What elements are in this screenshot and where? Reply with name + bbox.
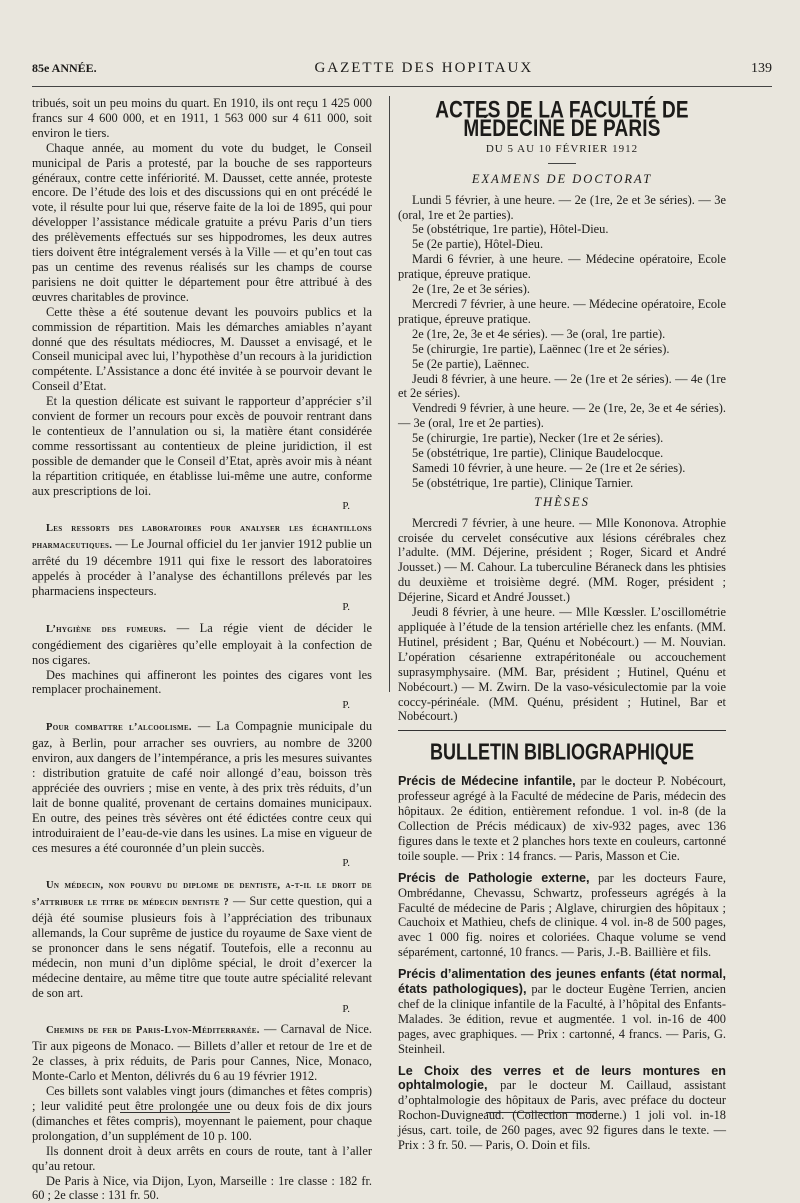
signature: P. [342, 699, 350, 712]
left-column [32, 96, 372, 1203]
signature: P. [342, 857, 350, 870]
exam-entry: Lundi 5 février, à une heure. — 2e (1re, 2e et 3e séries). — 3e (oral, 1re et 2e parties). [398, 192, 726, 222]
paragraph: De Paris à Nice, via Dijon, Lyon, Marseille : 1re classe : 182 fr. 60 ; 2e classe : 131 fr. 50. [32, 1173, 372, 1203]
exam-entry: Mardi 6 février, à une heure. — Médecine opératoire, Ecole pratique, épreuve pratique. [398, 252, 726, 282]
item-heading: Un médecin, non pourvu du diplome de dentiste, a-t-il le droit de s’attribuer le titre de médecin dentiste ? [32, 880, 372, 909]
exam-entry: 5e (2e partie), Hôtel-Dieu. [412, 237, 544, 252]
examens-heading: EXAMENS DE DOCTORAT [471, 171, 653, 186]
paragraph: Chaque année, au moment du vote du budget, le Conseil municipal de Paris a protesté, par la bouche de ses rapporteurs généraux, contre cette infériorité. M. Dausset, cette année, proteste encore. De l’étude des lois et des discussions qui en ont précédé le vote, il résulte pour lui que, réserve faite de la loi de 1895, qui pour développer l’assistance médicale gratuite a prévu Paris d’un tiers des prélèvements effectués sur ses hippodromes, les deux autres tiers doivent être intégralement versés à la Ville — et qu’en tout cas pas un centime des revenus réalisés sur les champs de course parisiens ne doit quitter le département pour être attribué à des œuvres charitables de province. [32, 140, 372, 304]
item-body: — Carnaval de Nice. Tir aux pigeons de Monaco. — Billets d’aller et retour de 1re et de 2e classes, à prix réduits, de Paris pour Cannes, Nice, Monaco, Monte-Carlo et Menton, délivrés du 6 au 19 février 1912. [32, 1022, 372, 1084]
item-body: — Le Journal officiel du 1er janvier 1912 publie un arrêté du 19 décembre 1911 qui fixe le ressort des laboratoires appelés à procéder à l’analyse des échantillons prélevés par les pharmaciens inspecteurs. [32, 537, 372, 598]
item-body: — La régie vient de décider le congédiement des cigarières qu’elle employait à la confection de nos cigares. [32, 620, 372, 667]
item-heading: Les ressorts des laboratoires pour analyser les échantillons pharmaceutiques. [32, 523, 372, 552]
paragraph: Des machines qui affineront les pointes des cigares vont les remplacer prochainement. [32, 667, 372, 697]
section-title-faculte: ACTES DE LA FACULTÉ DE MÉDECINE DE PARIS [435, 97, 689, 143]
news-item [32, 621, 372, 713]
section-rule [398, 730, 726, 731]
signature: P. [342, 500, 350, 513]
bibliography-entry [398, 1064, 726, 1153]
bibliography-entry [398, 774, 726, 863]
exam-entry: 5e (obstétrique, 1re partie), Clinique Baudelocque. [412, 446, 664, 461]
book-details: par le docteur Eugène Terrien, ancien chef de la clinique infantile de la Faculté, à l’hôpital des Enfants-Malades. 3e édition, revue et augmentée. 1 vol. in-16 de 400 pages, avec graphiques. — Prix : cartonné, 4 francs. — Paris, G. Steinheil. [398, 982, 726, 1056]
bulletin-title: BULLETIN BIBLIOGRAPHIQUE [430, 739, 694, 766]
exam-entry: 5e (2e partie), Laënnec. [412, 356, 530, 371]
ornament-rule [486, 1112, 596, 1113]
exam-entry: 5e (chirurgie, 1re partie), Necker (1re et 2e séries). [412, 431, 664, 446]
exam-entry: Samedi 10 février, à une heure. — 2e (1re et 2e séries). [412, 460, 686, 475]
book-details: par le docteur P. Nobécourt, professeur agrégé à la Faculté de médecine de Paris, médecin des hôpitaux. 2e édition, entièrement refondue. 1 vol. in-8 (de la Collection de Précis médicaux) de xiv-932 pages, avec 136 figures dans le texte et 2 planches hors texte en couleurs, cartonné toile souple. — Prix : 14 francs. — Paris, Masson et Cie. [398, 774, 726, 863]
exam-entry: 2e (1re, 2e, 3e et 4e séries). — 3e (oral, 1re partie). [412, 326, 666, 341]
thesis-entry: Mercredi 7 février, à une heure. — Mlle Kononova. Atrophie croisée du cervelet consécutive aux lésions cérébrales chez l’adulte. (MM. Déjerine, président ; Roger, Sicard et André Jousset.) — M. Cahour. La tuberculine Béraneck dans les phtisies du deuxième et troisième degré. (MM. Roger, président ; Déjerine, Sicard et André Jousset.) [398, 515, 726, 605]
page-number: 139 [750, 61, 772, 76]
paragraph: Cette thèse a été soutenue devant les pouvoirs publics et la commission de répartition. Mais les démarches amiables n’ayant donné que des résultats médiocres, M. Dausset a envisagé, et le Conseil municipal avec lui, l’hypothèse d’un recours à la juridiction compétente. L’Assistance a donc été invitée à se pourvoir devant le Conseil d’Etat. [32, 304, 372, 394]
item-heading: L’hygiène des fumeurs. [46, 623, 167, 635]
divider [548, 163, 576, 164]
news-item [32, 520, 372, 614]
book-details: par le docteur M. Caillaud, assistant d’ophtalmologie des hôpitaux de Paris, avec préface du docteur Rochon-Duvigneaud. (Collection moderne.) 1 joli vol. in-18 jésus, cart. toile, de 260 pages, avec 92 figures dans le texte. — Prix : 3 fr. 50. — Paris, O. Doin et fils. [398, 1078, 726, 1153]
paragraph: tribués, soit un peu moins du quart. En 1910, ils ont reçu 1 425 000 francs sur 4 600 000, et en 1911, 1 563 000 sur 4 611 000, soit environ le tiers. [32, 96, 372, 140]
book-title: Précis d’alimentation des jeunes enfants (état normal, états pathologiques), [398, 967, 726, 997]
exam-entry: 5e (obstétrique, 1re partie), Hôtel-Dieu. [412, 222, 609, 237]
signature: P. [342, 600, 350, 613]
exam-entry: Jeudi 8 février, à une heure. — 2e (1re et 2e séries). — 4e (1re et 2e séries). [398, 371, 726, 401]
signature: P. [342, 1002, 350, 1015]
news-item [32, 877, 372, 1016]
item-body: — Sur cette question, qui a déjà été soumise plusieurs fois à l’appréciation des tribunaux allemands, la Cour suprême de justice du royaume de Saxe vient de se prononcer dans le sens négatif. Toutefois, elle a reconnu au médecin, non muni d’un diplôme spécial, le droit d’exercer la médecine dentaire, au même titre que toute autre spécialité relevant de son art. [32, 894, 372, 1000]
item-heading: Chemins de fer de Paris-Lyon-Méditerranée. [46, 1025, 260, 1037]
paragraph: Et la question délicate est suivant le rapporteur d’apprécier s’il convient de former un recours pour excès de pouvoir rentrant dans le contentieux de l’annulation ou si, la matière étant considérée comme ressortissant au contentieux de pleine juridiction, il est possible de demander que le Conseil d’Etat, après avoir mis à néant la répartition critiquée, en établisse lui-même une autre, conforme aux prescriptions de loi. [32, 394, 372, 498]
ornament-rule [120, 1112, 230, 1113]
exam-entry: 5e (obstétrique, 1re partie), Clinique Tarnier. [412, 475, 634, 490]
bibliography-entry [398, 967, 726, 1056]
book-details: par les docteurs Faure, Ombrédanne, Chevassu, Schwartz, professeurs agrégés à la Faculté de médecine de Paris ; Alglave, chirurgien des hôpitaux ; Cauchoix et Mathieu, chefs de clinique. 4 vol. in-8 de 500 pages, avec 1 000 fig. noires et coloriées. Chaque volume se vend séparément, cartonné, 10 francs. — Paris, J.-B. Baillière et fils. [398, 870, 726, 960]
column-divider [389, 96, 390, 692]
paragraph: Ces billets sont valables vingt jours (dimanches et fêtes compris) ; leur validité peut être prolongée une ou deux fois de dix jours (dimanches et fêtes compris), moyennant le paiement, pour chaque prolongation, d’un supplément de 10 p. 100. [32, 1084, 372, 1143]
exam-entry: 2e (1re, 2e et 3e séries). [412, 282, 530, 297]
book-title: Précis de Médecine infantile, [398, 774, 576, 789]
section-subtitle: DU 5 AU 10 FÉVRIER 1912 [485, 142, 639, 155]
item-body: — La Compagnie municipale du gaz, à Berlin, pour arracher ses ouvriers, au nombre de 3200 environ, aux dangers de l’intempérance, a pris les mesures suivantes : distribution gratuite de café noir allongé d’eau, boisson très appréciée des ouvriers ; mise en vente, à des prix très réduits, d’un lait de bonne qualité, provenant de certains domaines municipaux. En outre, des peines très sévères ont été édictées contre ceux qui introduiraient de l’eau-de-vie dans les usines. La mise en vigueur de ces mesures a été couronnée d’un plein succès. [32, 719, 373, 855]
exam-entry: Vendredi 9 février, à une heure. — 2e (1re, 2e, 3e et 4e séries). — 3e (oral, 1re et 2e parties). [398, 401, 726, 431]
news-item [32, 719, 372, 871]
book-title: Le Choix des verres et de leurs montures en ophtalmologie, [398, 1063, 726, 1093]
page-header [32, 60, 772, 84]
header-rule [32, 86, 772, 87]
bibliography-entry [398, 871, 726, 960]
exam-entry: 5e (chirurgie, 1re partie), Laënnec (1re et 2e séries). [412, 341, 670, 356]
paragraph: Ils donnent droit à deux arrêts en cours de route, tant à l’aller qu’au retour. [32, 1143, 372, 1173]
theses-heading: THÈSES [534, 494, 590, 509]
volume-year: 85e ANNÉE. [32, 61, 97, 75]
item-heading: Pour combattre l’alcoolisme. [46, 722, 192, 734]
thesis-entry: Jeudi 8 février, à une heure. — Mlle Kœssler. L’oscillométrie appliquée à l’étude de la tension artérielle chez les enfants. (MM. Hutinel, président ; Bar, Quénu et Nobécourt.) — M. Nouvian. L’opération césarienne extrapéritonéale ou accouchement suprasymphysaire. (MM. Bar, président ; Hutinel, Quénu et Nobécourt.) — M. Zwirn. De la vaso-vésiculectomie par la voie coccy-périnéale. (MM. Quénu, président ; Hutinel, Bar et Nobécourt.) [398, 605, 726, 724]
right-column [398, 96, 726, 1160]
book-title: Précis de Pathologie externe, [398, 870, 590, 885]
exam-entry: Mercredi 7 février, à une heure. — Médecine opératoire, Ecole pratique, épreuve pratique. [398, 296, 726, 326]
journal-title: GAZETTE DES HOPITAUX [314, 60, 534, 76]
